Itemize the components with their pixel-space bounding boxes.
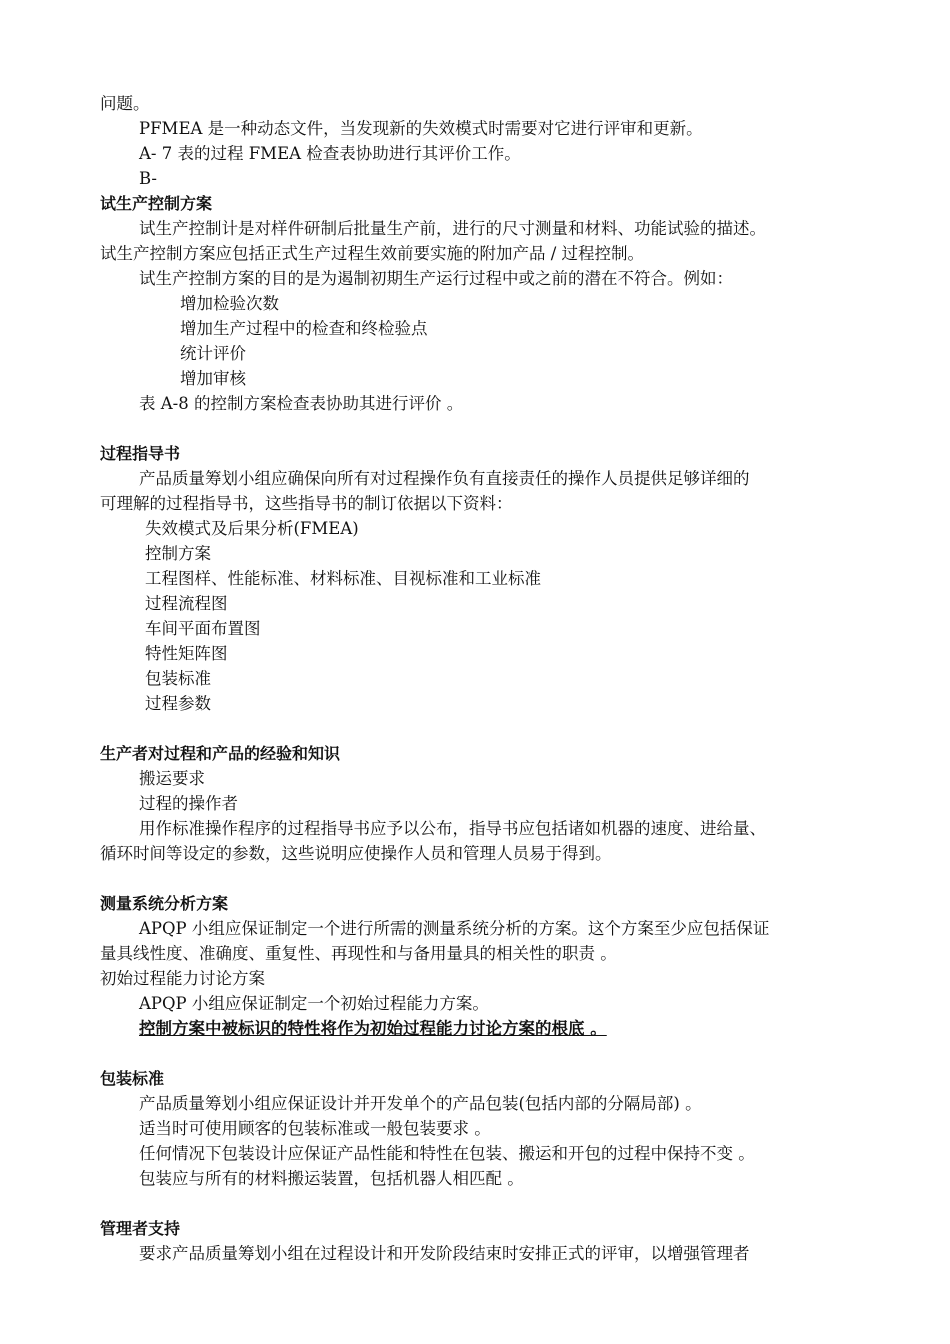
list-item: 增加审核 — [180, 369, 246, 388]
text-line: 表 A-8 的控制方案检查表协助其进行评价 。 — [139, 394, 464, 413]
list-item: 增加生产过程中的检查和终检验点 — [180, 319, 428, 338]
list-item: 车间平面布置图 — [145, 619, 261, 638]
list-item: 包装标准 — [145, 669, 211, 688]
list-item: 搬运要求 — [139, 769, 205, 788]
text-line: 产品质量筹划小组应保证设计并开发单个的产品包装(包括内部的分隔局部) 。 — [139, 1094, 702, 1113]
list-item: 过程的操作者 — [139, 794, 238, 813]
text-line: 问题。 — [100, 94, 150, 113]
underlined-text-line: 控制方案中被标识的特性将作为初始过程能力讨论方案的根底 。 — [139, 1019, 607, 1038]
text-line: 试生产控制方案应包括正式生产过程生效前要实施的附加产品 / 过程控制。 — [100, 244, 645, 263]
text-line: A- 7 表的过程 FMEA 检查表协助进行其评价工作。 — [139, 144, 521, 163]
text-line: 初始过程能力讨论方案 — [100, 969, 265, 988]
section-heading-process-instructions: 过程指导书 — [100, 444, 181, 463]
list-item: 工程图样、性能标准、材料标准、目视标准和工业标准 — [145, 569, 541, 588]
section-heading-packaging-standards: 包装标准 — [100, 1069, 165, 1088]
text-line: 试生产控制计是对样件研制后批量生产前，进行的尺寸测量和材料、功能试验的描述。 — [139, 219, 766, 238]
list-item: 过程参数 — [145, 694, 211, 713]
text-line: 循环时间等设定的参数，这些说明应使操作人员和管理人员易于得到。 — [100, 844, 612, 863]
text-line: 可理解的过程指导书，这些指导书的制订依据以下资料： — [100, 494, 513, 513]
list-item: 增加检验次数 — [180, 294, 279, 313]
list-item: 过程流程图 — [145, 594, 228, 613]
text-line: 量具线性度、准确度、重复性、再现性和与备用量具的相关性的职责 。 — [100, 944, 617, 963]
text-line: APQP 小组应保证制定一个初始过程能力方案。 — [139, 994, 489, 1013]
list-item: 特性矩阵图 — [145, 644, 228, 663]
section-heading-producer-experience: 生产者对过程和产品的经验和知识 — [100, 744, 341, 763]
text-line: 适当时可使用顾客的包装标准或一般包装要求 。 — [139, 1119, 491, 1138]
text-line: 产品质量筹划小组应确保向所有对过程操作负有直接责任的操作人员提供足够详细的 — [139, 469, 750, 488]
text-line: 包装应与所有的材料搬运装置，包括机器人相匹配 。 — [139, 1169, 524, 1188]
text-line: PFMEA 是一种动态文件，当发现新的失效模式时需要对它进行评审和更新。 — [139, 119, 703, 138]
text-line: B- — [139, 169, 158, 188]
list-item: 统计评价 — [180, 344, 246, 363]
text-line: 任何情况下包装设计应保证产品性能和特性在包装、搬运和开包的过程中保持不变 。 — [139, 1144, 755, 1163]
text-line: 用作标准操作程序的过程指导书应予以公布，指导书应包括诸如机器的速度、进给量、 — [139, 819, 766, 838]
section-heading-management-support: 管理者支持 — [100, 1219, 181, 1238]
text-line: 要求产品质量筹划小组在过程设计和开发阶段结束时安排正式的评审，以增强管理者 — [139, 1244, 750, 1263]
list-item: 控制方案 — [145, 544, 211, 563]
text-line: APQP 小组应保证制定一个进行所需的测量系统分析的方案。这个方案至少应包括保证 — [139, 919, 770, 938]
list-item: 失效模式及后果分析(FMEA) — [145, 519, 359, 538]
text-line: 试生产控制方案的目的是为遏制初期生产运行过程中或之前的潜在不符合。例如： — [139, 269, 733, 288]
section-heading-trial-production-control: 试生产控制方案 — [100, 194, 213, 213]
section-heading-msa-plan: 测量系统分析方案 — [100, 894, 229, 913]
